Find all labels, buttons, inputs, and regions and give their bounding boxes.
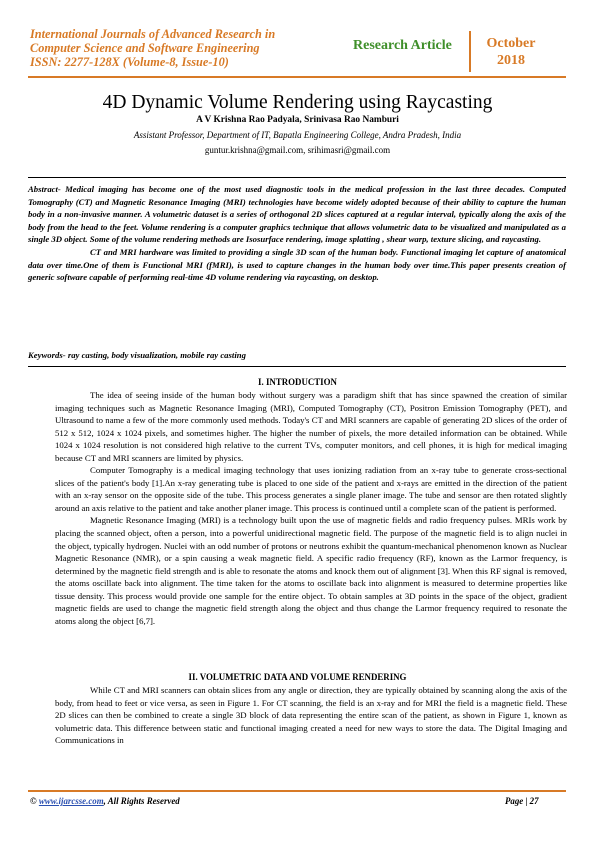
abstract-paragraph: Abstract- Medical imaging has become one of the most used diagnostic tools in the medical profession in the last three decades. Computed Tomography (CT) and Magnetic Resonance Imaging (MRI) technologies have become widely adopted because of their ability to capture the human body in a non-invasive manner. A volumetric dataset is a series of orthogonal 2D slices captured at a regular interval, typically along the axis of the body from the head to the feet. Volume rendering is a computer graphics technique that allows volumetric data to be visualized and manipulated as a single 3D object. Some of the volume rendering methods are Isosurface rendering, image splatting , shear warp, texture slicing, and raycasting. [28,184,566,245]
header-separator [469,31,471,72]
copyright-symbol: © [30,796,37,806]
header-rule [28,76,566,78]
body-paragraph: While CT and MRI scanners can obtain slices from any angle or direction, they are typically obtained by scanning along the axis of the body, from head to feet or vice versa, as seen in Figure 1. For CT scanning, the field is an x-ray and for MRI the field is a magnetic field. These 2D slices can then be combined to create a single 3D block of data representing the entire scan of the patient, as shown in Figure 1, known as volumetric data. This difference between static and functional imaging created a need for new ways to store the data. The Digital Imaging and Communications in [55,685,567,746]
journal-website-link[interactable]: www.ijarcsse.com [38,796,104,806]
abstract [28,183,566,284]
paper-title: 4D Dynamic Volume Rendering using Raycasting [102,92,493,113]
section-heading-introduction: I. INTRODUCTION [258,377,337,387]
body-paragraph: Magnetic Resonance Imaging (MRI) is a technology built upon the use of magnetic fields and radio frequency pulses. MRIs work by placing the scanned object, often a person, into a powerful unidirectional magnetic field. The purpose of the magnetic field is to align nuclei in the object, typically hydrogen. Nuclei with an odd number of protons or neutrons exhibit the quantum-mechanical phenomenon known as Nuclear Magnetic Resonance (NMR), or a spin causing a weak magnetic field. A specific radio frequency (RF), known as the Larmor frequency, is determined by the magnetic field strength and is able to resonate the atoms and knock them out of alignment [3]. When this RF signal is removed, the atoms oscillate back into alignment. The time taken for the atoms to oscillate back into alignment is measured to determine properties like tissue density. This process would provide one sample for the entire object. To obtain samples at 3D points in the space of the object, gradient magnetic fields are used to change the magnetic field strength along the object and thus change the Larmor frequency required to resonate the atoms along the object [6,7]. [55,515,567,626]
abstract-top-rule [28,177,566,178]
abstract-bottom-rule [28,366,566,367]
paper-authors: A V Krishna Rao Padyala, Srinivasa Rao Namburi [196,115,399,125]
rights-text: , All Rights Reserved [103,796,180,806]
journal-name [30,27,330,70]
keywords: Keywords- ray casting, body visualization, mobile ray casting [28,350,246,360]
issue-date [473,35,549,69]
body-paragraph: The idea of seeing inside of the human body without surgery was a paradigm shift that has since spawned the creation of similar imaging techniques such as Magnetic Resonance Imaging (MRI), Computed Tomography (CT), Positron Emission Tomography (PET), and Ultrasound to name a few of the more commonly used methods. Today's CT and MRI scanners are capable of generating 2D slices of the order of 512 x 512, 1024 x 1024 pixels, and sometimes higher. The higher the number of pixels, the more detailed information can be obtained. While 1024 x 1024 resolution is not considered high relative to the current TVs, computer monitors, and cell phones, it is high for medical imaging because CT and MRI scanners are limited by physics. [55,390,567,463]
journal-line-2: Computer Science and Software Engineering [30,41,260,56]
article-type: Research Article [353,38,452,53]
footer-rule [28,790,566,792]
page-number: Page | 27 [505,796,539,806]
introduction-body [55,389,567,627]
issue-year: 2018 [497,53,525,68]
author-affiliation: Assistant Professor, Department of IT, Bapatla Engineering College, Andra Pradesh, India [133,130,462,140]
issue-month: October [486,36,536,51]
author-emails: guntur.krishna@gmail.com, srihimasri@gmail.com [204,145,391,155]
journal-line-1: International Journals of Advanced Research in [30,27,276,41]
body-paragraph: Computer Tomography is a medical imaging technology that uses ionizing radiation from an x-ray tube to generate cross-sectional slices of the patient's body [1].An x-ray generating tube is placed to one side of the patient and x-rays are emitted in the direction of the patient with an x-ray sensor on the opposite side of the tube. This process generates a single planer image. The tube and sensor are then rotated slightly around an axis relative to the patient and take another planer image. This process is continued until a complete scan of the patient is performed. [55,465,567,513]
volumetric-data-body [55,684,567,747]
journal-issn: ISSN: 2277-128X (Volume-8, Issue-10) [30,55,229,70]
section-heading-volumetric-data: II. VOLUMETRIC DATA AND VOLUME RENDERING [188,672,407,682]
footer-copyright [30,796,180,806]
abstract-paragraph: CT and MRI hardware was limited to providing a single 3D scan of the human body. Functional imaging let capture of anatomical data over time.One of them is Functional MRI (fMRI), is used to capture changes in the human body over time.This paper presents creation of generic software capable of performing real-time 4D volume rendering via raycasting, on desktop. [28,246,566,283]
